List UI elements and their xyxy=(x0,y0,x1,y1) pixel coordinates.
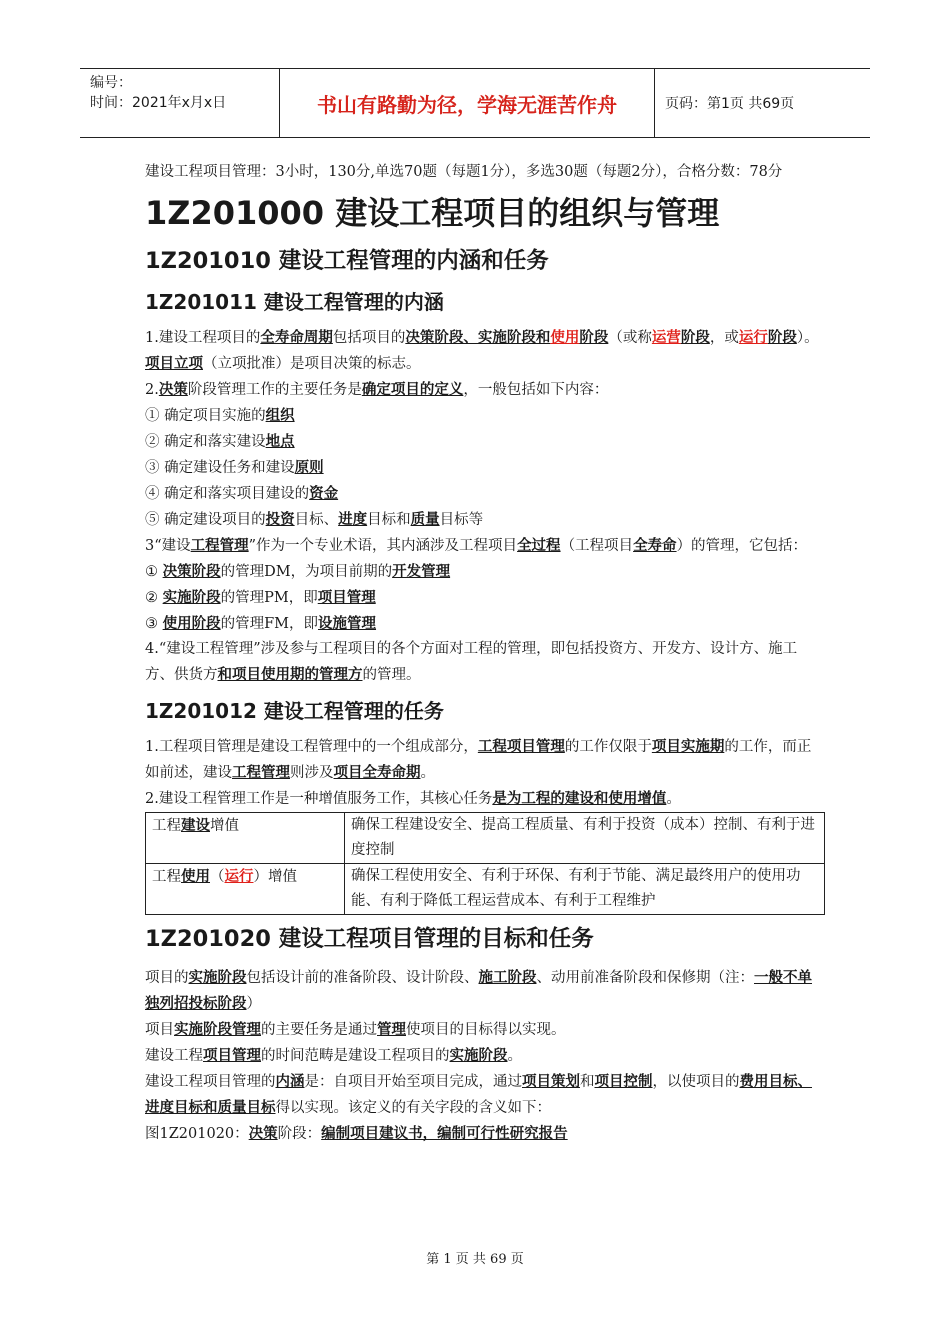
table-cell: 工程建设增值 xyxy=(146,813,345,864)
section-title-1z201020: 1Z201020 建设工程项目管理的目标和任务 xyxy=(145,926,594,952)
chapter-title: 1Z201000 建设工程项目的组织与管理 xyxy=(145,194,720,232)
section-title-1z201010: 1Z201010 建设工程管理的内涵和任务 xyxy=(145,248,549,274)
paragraph-project-management-scope: 1.工程项目管理是建设工程管理中的一个组成部分，工程项目管理的工作仅限于项目实施期的工作，而正如前述，建设工程管理则涉及项目全寿命期。 xyxy=(145,738,812,781)
paragraph-implementation-management: 项目实施阶段管理的主要任务是通过管理使项目的目标得以实现。 xyxy=(145,1021,566,1038)
table-cell: 确保工程建设安全、提高工程质量、有利于投资（成本）控制、有利于进度控制 xyxy=(345,813,825,864)
list-item: ④ 确定和落实项目建设的资金 xyxy=(145,485,339,502)
paragraph-decision-tasks: 2.决策阶段管理工作的主要任务是确定项目的定义，一般包括如下内容： xyxy=(145,381,609,398)
list-item: ⑤ 确定建设项目的投资目标、进度目标和质量目标等 xyxy=(145,511,484,528)
table-row xyxy=(146,813,825,864)
paragraph-connotation: 建设工程项目管理的内涵是：自项目开始至项目完成，通过项目策划和项目控制，以使项目的费用目标、进度目标和质量目标得以实现。该定义的有关字段的含义如下： xyxy=(145,1073,812,1116)
list-item: ② 确定和落实建设地点 xyxy=(145,433,295,450)
paragraph-implementation-phase: 项目的实施阶段包括设计前的准备阶段、设计阶段、施工阶段、动用前准备阶段和保修期（注：一般不单独列招投标阶段） xyxy=(145,969,812,1012)
page-footer: 第 1 页 共 69 页 xyxy=(426,1252,524,1267)
subsection-title-1z201011: 1Z201011 建设工程管理的内涵 xyxy=(145,290,444,314)
table-row xyxy=(146,864,825,915)
value-added-table xyxy=(145,812,825,915)
list-item: ① 决策阶段的管理DM，为项目前期的开发管理 xyxy=(145,563,451,580)
header-page-info: 页码：第1页 共69页 xyxy=(665,96,795,112)
table-cell: 工程使用（运行）增值 xyxy=(146,864,345,915)
paragraph-time-scope: 建设工程项目管理的时间范畴是建设工程项目的实施阶段。 xyxy=(145,1047,522,1064)
paragraph-engineering-management: 3“建设工程管理”作为一个专业术语，其内涵涉及工程项目全过程（工程项目全寿命）的管理，它包括： xyxy=(145,537,808,554)
paragraph-lifecycle: 1.建设工程项目的全寿命周期包括项目的决策阶段、实施阶段和使用阶段（或称运营阶段，或运行阶段）。 xyxy=(145,329,819,346)
list-item: ① 确定项目实施的组织 xyxy=(145,407,295,424)
paragraph-core-task: 2.建设工程管理工作是一种增值服务工作，其核心任务是为工程的建设和使用增值。 xyxy=(145,790,681,807)
paragraph-figure-ref: 图1Z201020：决策阶段：编制项目建议书，编制可行性研究报告 xyxy=(145,1125,568,1142)
list-item: ② 实施阶段的管理PM，即项目管理 xyxy=(145,589,376,606)
header-meta xyxy=(80,69,280,137)
subsection-title-1z201012: 1Z201012 建设工程管理的任务 xyxy=(145,699,444,723)
time-label: 时间：2021年x月x日 xyxy=(90,95,227,111)
number-label: 编号： xyxy=(90,75,132,91)
paragraph-participants: 4.“建设工程管理”涉及参与工程项目的各个方面对工程的管理，即包括投资方、开发方、设计方、施工方、供货方和项目使用期的管理方的管理。 xyxy=(145,641,798,683)
document-body xyxy=(145,160,825,1147)
intro-text: 建设工程项目管理：3小时，130分,单选70题（每题1分），多选30题（每题2分），合格分数：78分 xyxy=(145,164,783,180)
list-item: ③ 确定建设任务和建设原则 xyxy=(145,459,324,476)
paragraph-approval: 项目立项（立项批准）是项目决策的标志。 xyxy=(145,355,421,372)
header-motto: 书山有路勤为径，学海无涯苦作舟 xyxy=(280,69,655,137)
table-cell: 确保工程使用安全、有利于环保、有利于节能、满足最终用户的使用功能、有利于降低工程运营成本、有利于工程维护 xyxy=(345,864,825,915)
page-header xyxy=(80,68,870,138)
list-item: ③ 使用阶段的管理FM，即设施管理 xyxy=(145,615,377,632)
